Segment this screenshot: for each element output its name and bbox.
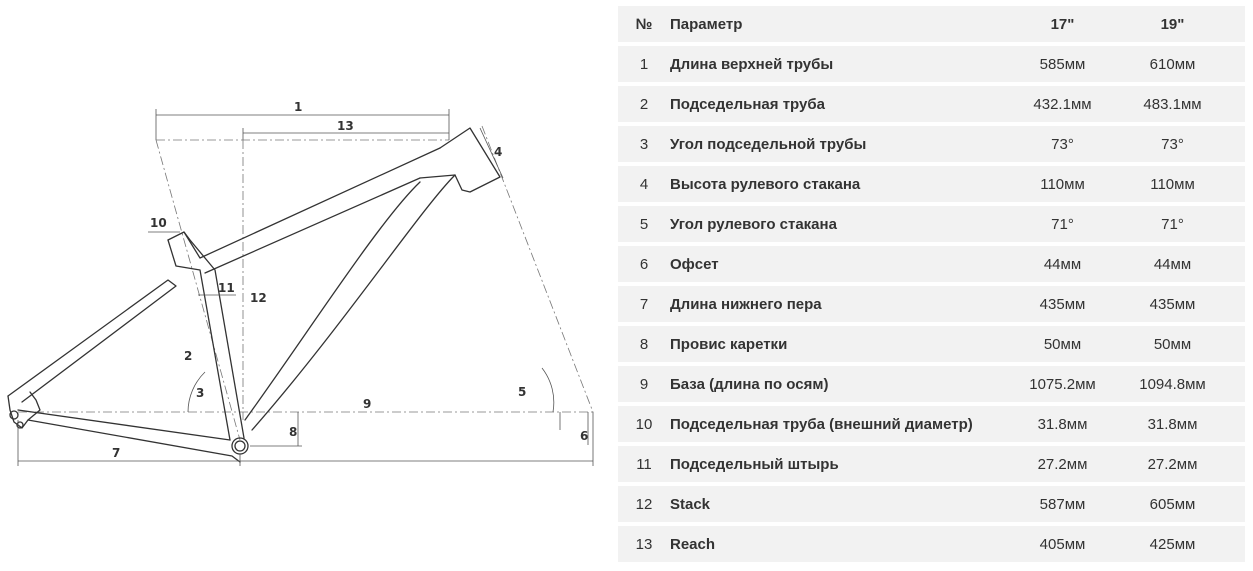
row-size-17: 432.1мм (1033, 95, 1092, 113)
row-size-17: 435мм (1039, 295, 1086, 313)
dimension-1 (156, 100, 449, 140)
row-size-17: 405мм (1039, 535, 1086, 553)
dimension-label-3: 3 (196, 386, 205, 400)
row-num: 9 (639, 375, 649, 393)
table-row (618, 126, 1245, 162)
row-param: Подседельный штырь (670, 455, 839, 473)
dimension-label-8: 8 (289, 425, 298, 439)
dimension-label-5: 5 (518, 385, 527, 399)
dimension-5 (518, 368, 554, 412)
row-size-19: 610мм (1149, 55, 1196, 73)
geometry-table (618, 6, 1245, 566)
row-param: Подседельная труба (670, 95, 825, 113)
row-num: 7 (639, 295, 649, 313)
row-size-19: 73° (1161, 135, 1184, 153)
table-row (618, 246, 1245, 282)
table-header-row (618, 6, 1245, 42)
row-param: База (длина по осям) (670, 375, 829, 393)
header-size-19: 19" (1160, 15, 1185, 33)
row-size-17: 1075.2мм (1029, 375, 1096, 393)
table-row (618, 326, 1245, 362)
header-param: Параметр (670, 15, 743, 33)
row-size-19: 605мм (1149, 495, 1196, 513)
row-size-19: 44мм (1153, 255, 1192, 273)
row-size-17: 31.8мм (1037, 415, 1088, 433)
row-param: Угол рулевого стакана (670, 215, 837, 233)
row-num: 8 (639, 335, 649, 353)
row-num: 10 (635, 415, 653, 433)
row-size-17: 587мм (1039, 495, 1086, 513)
header-num: № (635, 15, 653, 33)
table-row (618, 446, 1245, 482)
table-row (618, 166, 1245, 202)
dimension-label-1: 1 (294, 100, 303, 114)
row-param: Офсет (670, 255, 719, 273)
row-num: 1 (639, 55, 649, 73)
table-row (618, 86, 1245, 122)
row-num: 3 (639, 135, 649, 153)
row-size-19: 483.1мм (1143, 95, 1202, 113)
row-num: 11 (636, 455, 652, 473)
table-row (618, 366, 1245, 402)
dimension-label-2: 2 (184, 349, 193, 363)
dimension-label-11: 11 (218, 281, 235, 295)
dimension-label-12: 12 (250, 291, 267, 305)
row-num: 13 (635, 535, 653, 553)
dimension-10 (148, 216, 180, 232)
row-size-19: 110мм (1150, 175, 1195, 193)
table-row (618, 206, 1245, 242)
row-size-19: 425мм (1149, 535, 1196, 553)
table-row (618, 526, 1245, 562)
table-row (618, 406, 1245, 442)
row-size-19: 31.8мм (1147, 415, 1198, 433)
row-size-17: 50мм (1043, 335, 1082, 353)
header-size-17: 17" (1050, 15, 1075, 33)
row-size-19: 1094.8мм (1139, 375, 1206, 393)
dimension-label-6: 6 (580, 429, 589, 443)
row-size-17: 71° (1051, 215, 1074, 233)
row-size-17: 27.2мм (1037, 455, 1088, 473)
row-param: Угол подседельной трубы (670, 135, 867, 153)
row-num: 2 (639, 95, 649, 113)
row-param: Stack (670, 495, 711, 513)
row-size-17: 44мм (1043, 255, 1082, 273)
table-row (618, 486, 1245, 522)
row-size-19: 71° (1161, 215, 1184, 233)
table-row (618, 46, 1245, 82)
row-param: Подседельная труба (внешний диаметр) (670, 415, 973, 433)
row-num: 12 (635, 495, 653, 513)
row-size-17: 73° (1051, 135, 1074, 153)
dimension-label-4: 4 (494, 145, 503, 159)
dimension-label-9: 9 (363, 397, 372, 411)
dimension-3 (188, 372, 205, 412)
dimension-label-13: 13 (337, 119, 354, 133)
frame-geometry-diagram (0, 0, 610, 571)
dimension-8 (250, 412, 302, 446)
dimension-7 (18, 412, 593, 466)
dimension-label-10: 10 (150, 216, 167, 230)
row-num: 4 (639, 175, 649, 193)
row-size-17: 110мм (1040, 175, 1085, 193)
row-param: Провис каретки (670, 335, 788, 353)
row-num: 5 (639, 215, 649, 233)
row-size-17: 585мм (1039, 55, 1086, 73)
row-param: Высота рулевого стакана (670, 175, 861, 193)
dimension-13 (243, 119, 449, 140)
dimension-label-7: 7 (112, 446, 121, 460)
row-param: Длина нижнего пера (670, 295, 822, 313)
dimension-4 (480, 128, 503, 178)
row-size-19: 27.2мм (1147, 455, 1198, 473)
table-row (618, 286, 1245, 322)
row-size-19: 50мм (1153, 335, 1192, 353)
row-param: Reach (670, 535, 716, 553)
dimension-6 (560, 412, 588, 445)
row-size-19: 435мм (1149, 295, 1196, 313)
row-num: 6 (639, 255, 649, 273)
row-param: Длина верхней трубы (670, 55, 834, 73)
